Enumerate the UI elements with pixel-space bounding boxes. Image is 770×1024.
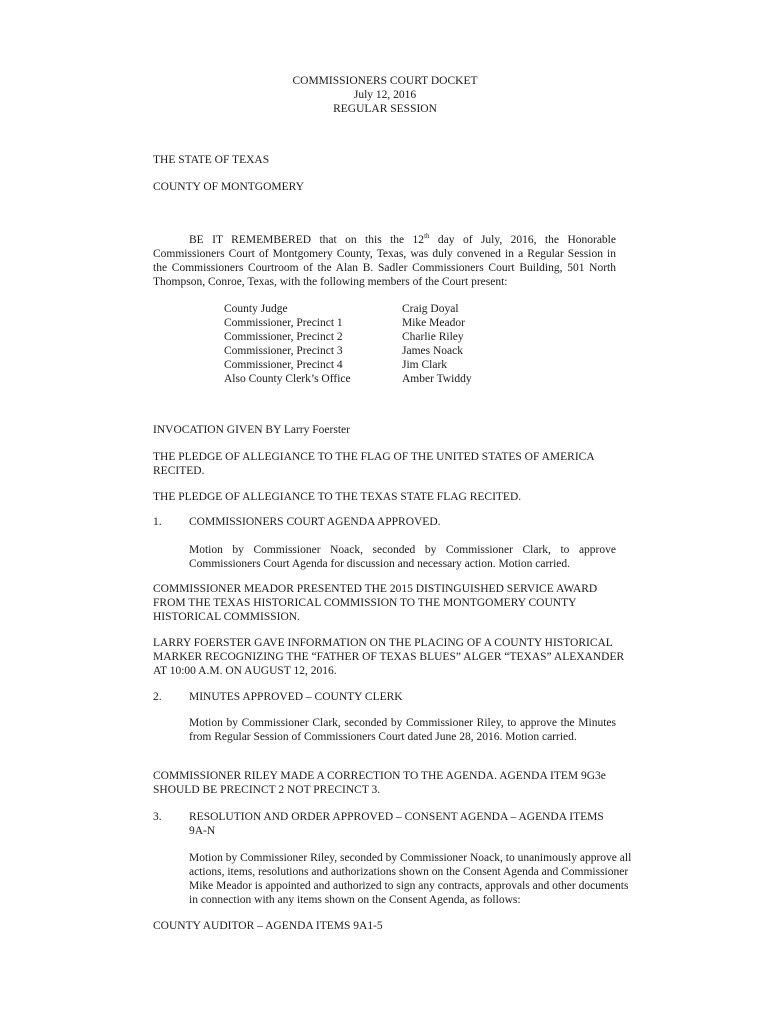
intro-ordinal-suffix: th: [424, 232, 430, 241]
correction-paragraph: COMMISSIONER RILEY MADE A CORRECTION TO THE AGENDA. AGENDA ITEM 9G3e SHOULD BE PRECINCT 2 NOT PRECINCT 3.: [153, 770, 606, 796]
member-name: James Noack: [402, 345, 463, 357]
member-role: Commissioner, Precinct 4: [224, 359, 343, 371]
members-table: [224, 302, 472, 386]
item-number: 3.: [153, 811, 162, 823]
intro-text-end: day of July, 2016, the Honorable Commissioners Court of Montgomery County, Texas, was duly convened in a Regular Session in the Commissioners Courtroom of the Alan B. Sadler Commissioners Court Building, 501 North Thompson, Conroe, Texas, with the following members of the Court present:: [153, 234, 616, 288]
item-number: 2.: [153, 691, 162, 703]
member-row: [224, 330, 472, 344]
header-date: July 12, 2016: [353, 89, 417, 101]
item-number: 1.: [153, 516, 162, 528]
item-title: COMMISSIONERS COURT AGENDA APPROVED.: [189, 516, 441, 528]
pledge-texas: THE PLEDGE OF ALLEGIANCE TO THE TEXAS STATE FLAG RECITED.: [153, 491, 522, 503]
member-role: Commissioner, Precinct 1: [224, 317, 343, 329]
marker-paragraph: LARRY FOERSTER GAVE INFORMATION ON THE PLACING OF A COUNTY HISTORICAL MARKER RECOGNIZING THE “FATHER OF TEXAS BLUES” ALGER “TEXAS” ALEXANDER AT 10:00 A.M. ON AUGUST 12, 2016.: [153, 637, 625, 677]
member-role: County Judge: [224, 303, 288, 315]
member-row: [224, 358, 472, 372]
invocation-line: INVOCATION GIVEN BY Larry Foerster: [153, 424, 350, 436]
member-row: [224, 344, 472, 358]
member-name: Mike Meador: [402, 317, 465, 329]
member-role: Commissioner, Precinct 2: [224, 331, 343, 343]
member-name: Amber Twiddy: [402, 373, 472, 385]
intro-text-start: BE IT REMEMBERED that on this the 12: [189, 234, 425, 246]
intro-paragraph: [153, 233, 616, 289]
item-2-motion: Motion by Commissioner Clark, seconded by Commissioner Riley, to approve the Minutes from Regular Session of Commissioners Court dated June 28, 2016. Motion carried.: [189, 717, 616, 743]
member-name: Craig Doyal: [402, 303, 459, 315]
item-3-motion: Motion by Commissioner Riley, seconded by Commissioner Noack, to unanimously approve all actions, items, resolutions and authorizations shown on the Consent Agenda and Commissioner Mike Meador is appointed and authorized to sign any contracts, approvals and other documents in connection with any items shown on the Consent Agenda, as follows:: [189, 852, 632, 906]
state-line: THE STATE OF TEXAS: [153, 154, 270, 166]
pledge-us: THE PLEDGE OF ALLEGIANCE TO THE FLAG OF THE UNITED STATES OF AMERICA RECITED.: [153, 451, 594, 477]
member-row: [224, 302, 472, 316]
item-title: MINUTES APPROVED – COUNTY CLERK: [189, 691, 403, 703]
award-paragraph: COMMISSIONER MEADOR PRESENTED THE 2015 DISTINGUISHED SERVICE AWARD FROM THE TEXAS HISTORICAL COMMISSION TO THE MONTGOMERY COUNTY HISTORICAL COMMISSION.: [153, 583, 598, 623]
member-role: Also County Clerk’s Office: [224, 373, 351, 385]
agenda-item-3: [153, 810, 623, 838]
header-title: COMMISSIONERS COURT DOCKET: [292, 75, 478, 87]
agenda-item-2: [153, 690, 623, 704]
member-row: [224, 372, 472, 386]
member-row: [224, 316, 472, 330]
member-role: Commissioner, Precinct 3: [224, 345, 343, 357]
item-title: RESOLUTION AND ORDER APPROVED – CONSENT AGENDA – AGENDA ITEMS 9A-N: [189, 811, 604, 837]
docket-header: [0, 74, 770, 116]
auditor-heading: COUNTY AUDITOR – AGENDA ITEMS 9A1-5: [153, 920, 383, 932]
county-line: COUNTY OF MONTGOMERY: [153, 181, 304, 193]
item-1-motion: Motion by Commissioner Noack, seconded by Commissioner Clark, to approve Commissioners Court Agenda for discussion and necessary action. Motion carried.: [189, 544, 616, 570]
header-session: REGULAR SESSION: [333, 103, 437, 115]
member-name: Charlie Riley: [402, 331, 464, 343]
agenda-item-1: [153, 515, 623, 529]
member-name: Jim Clark: [402, 359, 448, 371]
